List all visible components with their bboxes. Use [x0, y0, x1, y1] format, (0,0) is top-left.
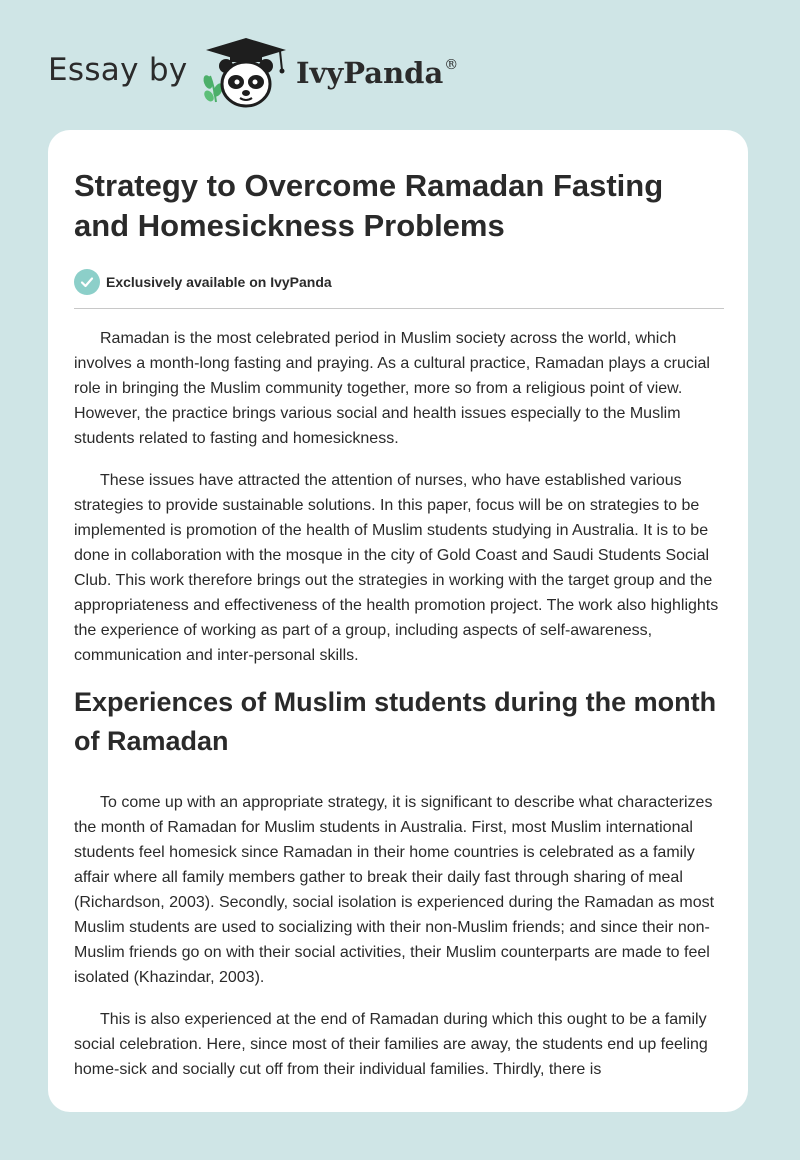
- check-icon: [74, 269, 100, 295]
- divider: [74, 308, 724, 309]
- registered-mark: ®: [444, 57, 459, 73]
- essay-by-label: Essay by: [48, 52, 188, 88]
- ivypanda-brand-name[interactable]: IvyPanda®: [296, 56, 459, 90]
- paragraph: This is also experienced at the end of Ramadan during which this ought to be a family social celebration. Here, since most of their families are away, the students end up feeling home-sick and socially cut off from their individual families. Thirdly, there is: [74, 1011, 708, 1078]
- exclusive-badge: [74, 268, 724, 296]
- site-header: [0, 0, 800, 128]
- essay-title: Strategy to Overcome Ramadan Fasting and Homesickness Problems: [74, 168, 664, 243]
- essay-card: [48, 130, 748, 1112]
- essay-content: [74, 166, 724, 1082]
- paragraph: These issues have attracted the attention of nurses, who have established various strategies to provide sustainable solutions. In this paper, focus will be on strategies to be implemented is promotion of the health of Muslim students studying in Australia. It is to be done in collaboration with the mosque in the city of Gold Coast and Saudi Students Social Club. This work therefore brings out the strategies in working with the target group and the appropriateness and effectiveness of the health promotion project. The work also highlights the experience of working as part of a group, including aspects of self-awareness, communication and inter-personal skills.: [74, 472, 719, 664]
- section-heading: Experiences of Muslim students during the month of Ramadan: [74, 687, 717, 756]
- paragraph: To come up with an appropriate strategy, it is significant to describe what characterizes the month of Ramadan for Muslim students in Australia. First, most Muslim international students feel homesick since Ramadan in their home countries is celebrated as a family affair where all family members gather to break their daily fast through sharing of meal (Richardson, 2003). Secondly, social isolation is experienced during the Ramadan as most Muslim students are used to socializing with their non-Muslim friends; and since their non-Muslim friends go on with their social activities, their Muslim counterparts are made to feel isolated (Khazindar, 2003).: [74, 794, 715, 986]
- paragraph: Ramadan is the most celebrated period in Muslim society across the world, which involves a month-long fasting and praying. As a cultural practice, Ramadan plays a crucial role in bringing the Muslim community together, more so from a religious point of view. However, the practice brings various social and health issues especially to the Muslim students related to fasting and homesickness.: [74, 330, 710, 447]
- exclusive-badge-text: Exclusively available on IvyPanda: [106, 274, 332, 290]
- ivypanda-logo-icon[interactable]: [200, 36, 292, 110]
